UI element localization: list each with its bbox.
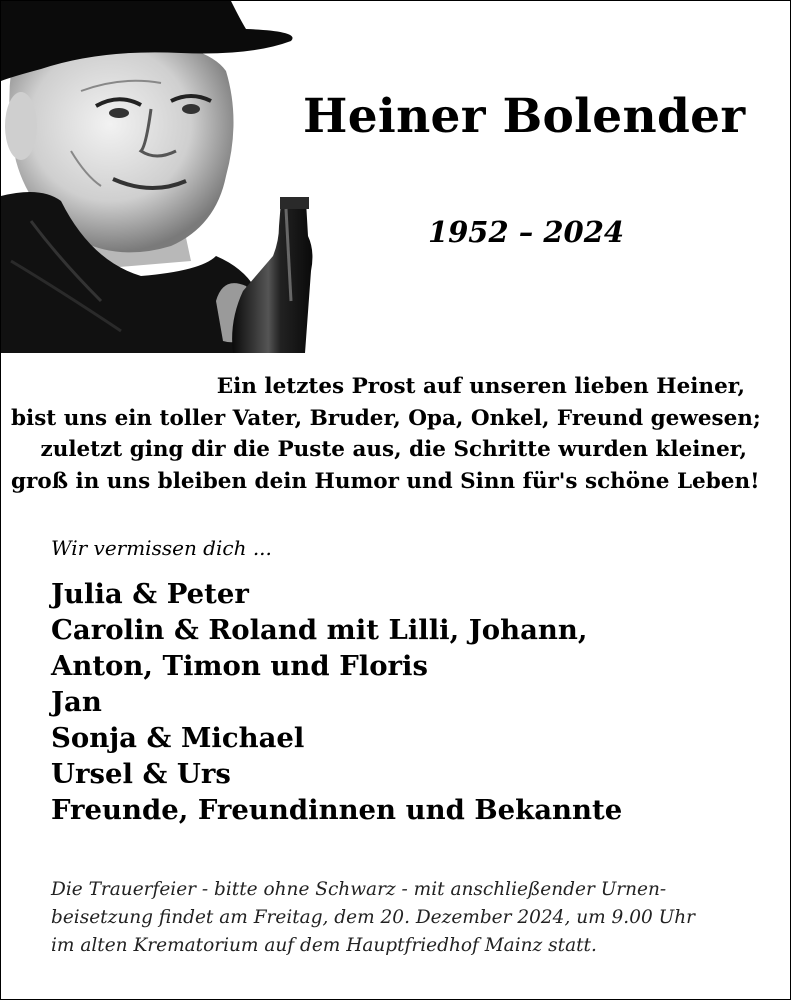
mourner-entry: Ursel & Urs	[51, 758, 231, 790]
portrait-image	[1, 1, 313, 353]
poem-line: Ein letztes Prost auf unseren lieben Heiner,	[216, 374, 745, 399]
mourner-entry: Carolin & Roland mit Lilli, Johann,	[51, 614, 588, 646]
mourners-intro: Wir vermissen dich ...	[51, 536, 272, 560]
mourner-entry: Anton, Timon und Floris	[51, 650, 428, 682]
mourners-list	[51, 576, 622, 828]
deceased-name: Heiner Bolender	[303, 89, 746, 144]
mourner-entry: Julia & Peter	[51, 578, 249, 610]
poem-line: groß in uns bleiben dein Humor und Sinn für's schöne Leben!	[11, 468, 760, 494]
mourner-entry: Sonja & Michael	[51, 722, 305, 754]
mourner-entry: Freunde, Freundinnen und Bekannte	[51, 794, 623, 826]
notice-line: beisetzung findet am Freitag, dem 20. Dezember 2024, um 9.00 Uhr	[51, 907, 695, 928]
portrait-photo	[1, 1, 313, 353]
mourner-entry: Jan	[51, 686, 102, 718]
memorial-poem	[11, 371, 761, 497]
funeral-notice	[51, 876, 761, 960]
poem-line: zuletzt ging dir die Puste aus, die Schritte wurden kleiner,	[40, 437, 747, 462]
life-dates: 1952 – 2024	[427, 215, 625, 249]
notice-line: im alten Krematorium auf dem Hauptfriedhof Mainz statt.	[51, 935, 597, 956]
poem-line: bist uns ein toller Vater, Bruder, Opa, Onkel, Freund gewesen;	[11, 405, 761, 431]
notice-line: Die Trauerfeier - bitte ohne Schwarz - mit anschließender Urnen-	[51, 879, 667, 900]
